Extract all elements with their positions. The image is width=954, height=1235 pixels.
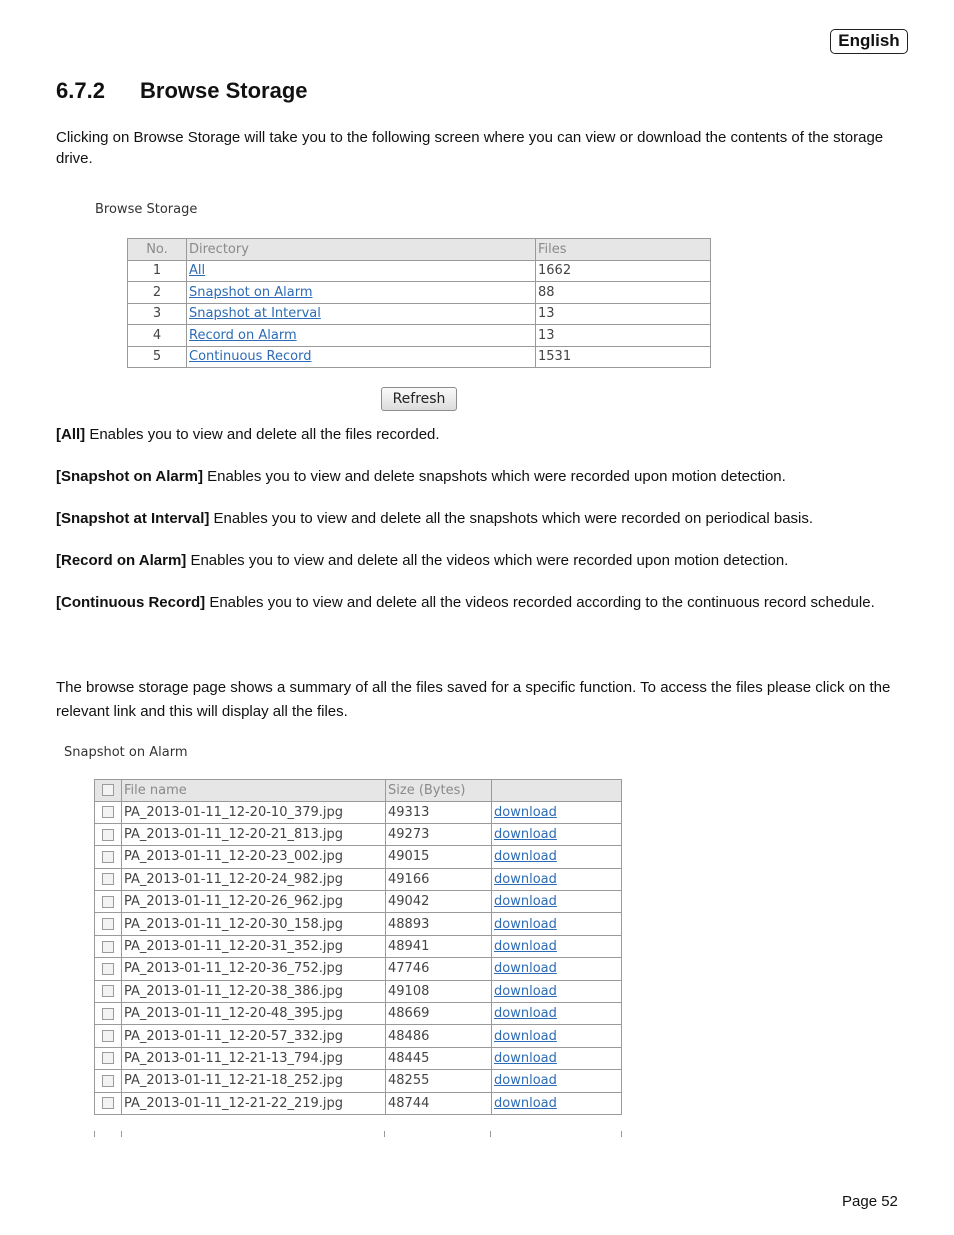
checkbox-cell [95,868,122,890]
file-size: 47746 [386,958,492,980]
table-row [95,1047,622,1069]
directory-link[interactable]: Record on Alarm [189,327,297,343]
section-title: Browse Storage [140,78,308,103]
download-link[interactable]: download [494,1050,557,1066]
file-size: 49042 [386,891,492,913]
file-name: PA_2013-01-11_12-21-22_219.jpg [122,1092,386,1114]
file-count: 13 [536,303,711,325]
refresh-button[interactable]: Refresh [381,387,457,411]
checkbox-cell [95,1070,122,1092]
table-row [95,980,622,1002]
checkbox-cell [95,1092,122,1114]
clipped-row-divider [121,1131,122,1137]
description-term: [Snapshot at Interval] [56,510,210,527]
table-row [128,282,711,304]
checkbox-cell [95,891,122,913]
description-text: Enables you to view and delete all the videos recorded according to the continuous record schedule. [205,594,875,611]
download-cell [492,801,622,823]
row-checkbox[interactable] [102,873,114,885]
file-size: 49108 [386,980,492,1002]
description-term: [Record on Alarm] [56,552,187,569]
table-row [128,260,711,282]
directory-cell [187,260,536,282]
description-term: [All] [56,426,86,443]
download-link[interactable]: download [494,1028,557,1044]
file-name: PA_2013-01-11_12-21-18_252.jpg [122,1070,386,1092]
file-name: PA_2013-01-11_12-21-13_794.jpg [122,1047,386,1069]
clipped-row-divider [384,1131,385,1137]
checkbox-cell [95,913,122,935]
checkbox-cell [95,846,122,868]
file-name: PA_2013-01-11_12-20-38_386.jpg [122,980,386,1002]
row-number: 1 [128,260,187,282]
file-table [94,779,622,1115]
directory-cell [187,282,536,304]
row-checkbox[interactable] [102,941,114,953]
table-row [95,1070,622,1092]
file-size: 48669 [386,1003,492,1025]
file-name: PA_2013-01-11_12-20-48_395.jpg [122,1003,386,1025]
description-term: [Snapshot on Alarm] [56,468,203,485]
table-row [95,935,622,957]
directory-link[interactable]: Snapshot on Alarm [189,284,313,300]
checkbox-cell [95,1003,122,1025]
directory-table-body [128,260,711,368]
row-checkbox[interactable] [102,963,114,975]
table-header-row [128,239,711,261]
checkbox-cell [95,935,122,957]
row-checkbox[interactable] [102,851,114,863]
directory-cell [187,303,536,325]
browse-storage-title: Browse Storage [95,202,198,217]
file-size: 48255 [386,1070,492,1092]
select-all-checkbox[interactable] [102,784,114,796]
download-link[interactable]: download [494,804,557,820]
download-link[interactable]: download [494,1073,557,1089]
file-count: 13 [536,325,711,347]
download-cell [492,980,622,1002]
description-text: Enables you to view and delete all the videos which were recorded upon motion detection. [186,552,789,569]
column-header-directory: Directory [187,239,536,261]
file-size: 48486 [386,1025,492,1047]
table-row [128,325,711,347]
file-size: 49015 [386,846,492,868]
file-size: 48893 [386,913,492,935]
description-text: Enables you to view and delete all the snapshots which were recorded on periodical basis. [209,510,814,527]
download-link[interactable]: download [494,1006,557,1022]
download-link[interactable]: download [494,961,557,977]
row-checkbox[interactable] [102,1008,114,1020]
file-name: PA_2013-01-11_12-20-26_962.jpg [122,891,386,913]
column-header-files: Files [536,239,711,261]
language-badge: English [830,29,908,54]
row-checkbox[interactable] [102,1075,114,1087]
file-name: PA_2013-01-11_12-20-30_158.jpg [122,913,386,935]
directory-link[interactable]: Continuous Record [189,349,312,365]
description-text: Enables you to view and delete snapshots which were recorded upon motion detection. [202,468,786,485]
section-heading [56,78,308,104]
checkbox-cell [95,980,122,1002]
file-name: PA_2013-01-11_12-20-24_982.jpg [122,868,386,890]
table-row [95,801,622,823]
download-link[interactable]: download [494,849,557,865]
file-name: PA_2013-01-11_12-20-57_332.jpg [122,1025,386,1047]
row-checkbox[interactable] [102,896,114,908]
directory-cell [187,346,536,368]
download-cell [492,823,622,845]
snapshot-on-alarm-title: Snapshot on Alarm [64,745,188,760]
file-size: 48744 [386,1092,492,1114]
row-checkbox[interactable] [102,1052,114,1064]
column-header-no: No. [128,239,187,261]
description-paragraph [56,466,906,487]
table-row [95,1092,622,1114]
column-header-size: Size (Bytes) [386,780,492,802]
download-link[interactable]: download [494,983,557,999]
download-link[interactable]: download [494,894,557,910]
file-size: 49313 [386,801,492,823]
file-count: 1531 [536,346,711,368]
checkbox-cell [95,823,122,845]
download-cell [492,1092,622,1114]
download-link[interactable]: download [494,939,557,955]
download-link[interactable]: download [494,916,557,932]
table-row [95,868,622,890]
file-name: PA_2013-01-11_12-20-36_752.jpg [122,958,386,980]
description-text: Enables you to view and delete all the files recorded. [85,426,440,443]
checkbox-cell [95,1025,122,1047]
file-name: PA_2013-01-11_12-20-31_352.jpg [122,935,386,957]
description-paragraph [56,550,906,571]
download-cell [492,1025,622,1047]
row-checkbox[interactable] [102,806,114,818]
table-row [128,346,711,368]
file-size: 49166 [386,868,492,890]
table-row [95,958,622,980]
directory-link[interactable]: All [189,263,206,279]
row-checkbox[interactable] [102,985,114,997]
summary-paragraph: The browse storage page shows a summary of all the files saved for a specific function. To access the files please click on the relevant link and this will display all the files. [56,679,891,720]
download-cell [492,958,622,980]
file-count: 1662 [536,260,711,282]
row-number: 2 [128,282,187,304]
download-cell [492,868,622,890]
description-paragraph [56,508,906,529]
download-link[interactable]: download [494,827,557,843]
clipped-row-edge [94,1131,622,1137]
checkbox-cell [95,1047,122,1069]
file-size: 49273 [386,823,492,845]
file-count: 88 [536,282,711,304]
table-row [95,891,622,913]
download-cell [492,913,622,935]
checkbox-cell [95,801,122,823]
row-checkbox[interactable] [102,829,114,841]
file-size: 48445 [386,1047,492,1069]
column-header-file-name: File name [122,780,386,802]
table-row [95,1025,622,1047]
row-checkbox[interactable] [102,918,114,930]
table-row [95,913,622,935]
row-number: 4 [128,325,187,347]
table-row [95,823,622,845]
select-all-cell [95,780,122,802]
download-link[interactable]: download [494,1095,557,1111]
file-size: 48941 [386,935,492,957]
download-cell [492,1070,622,1092]
download-link[interactable]: download [494,871,557,887]
row-checkbox[interactable] [102,1097,114,1109]
table-row [95,1003,622,1025]
clipped-row-divider [490,1131,491,1137]
row-checkbox[interactable] [102,1030,114,1042]
checkbox-cell [95,958,122,980]
directory-cell [187,325,536,347]
download-cell [492,1003,622,1025]
page-number: Page 52 [842,1193,898,1210]
table-header-row [95,780,622,802]
directory-link[interactable]: Snapshot at Interval [189,306,321,322]
description-term: [Continuous Record] [56,594,206,611]
row-number: 5 [128,346,187,368]
file-name: PA_2013-01-11_12-20-10_379.jpg [122,801,386,823]
table-row [95,846,622,868]
download-cell [492,891,622,913]
table-row [128,303,711,325]
download-cell [492,1047,622,1069]
section-number: 6.7.2 [56,78,105,103]
file-table-body [95,801,622,1114]
row-number: 3 [128,303,187,325]
description-paragraph [56,424,906,445]
download-cell [492,846,622,868]
directory-table [127,238,711,368]
column-header-action [492,780,622,802]
download-cell [492,935,622,957]
description-paragraph [56,592,906,613]
file-name: PA_2013-01-11_12-20-23_002.jpg [122,846,386,868]
intro-paragraph: Clicking on Browse Storage will take you to the following screen where you can view or download the contents of the storage drive. [56,129,884,167]
file-name: PA_2013-01-11_12-20-21_813.jpg [122,823,386,845]
